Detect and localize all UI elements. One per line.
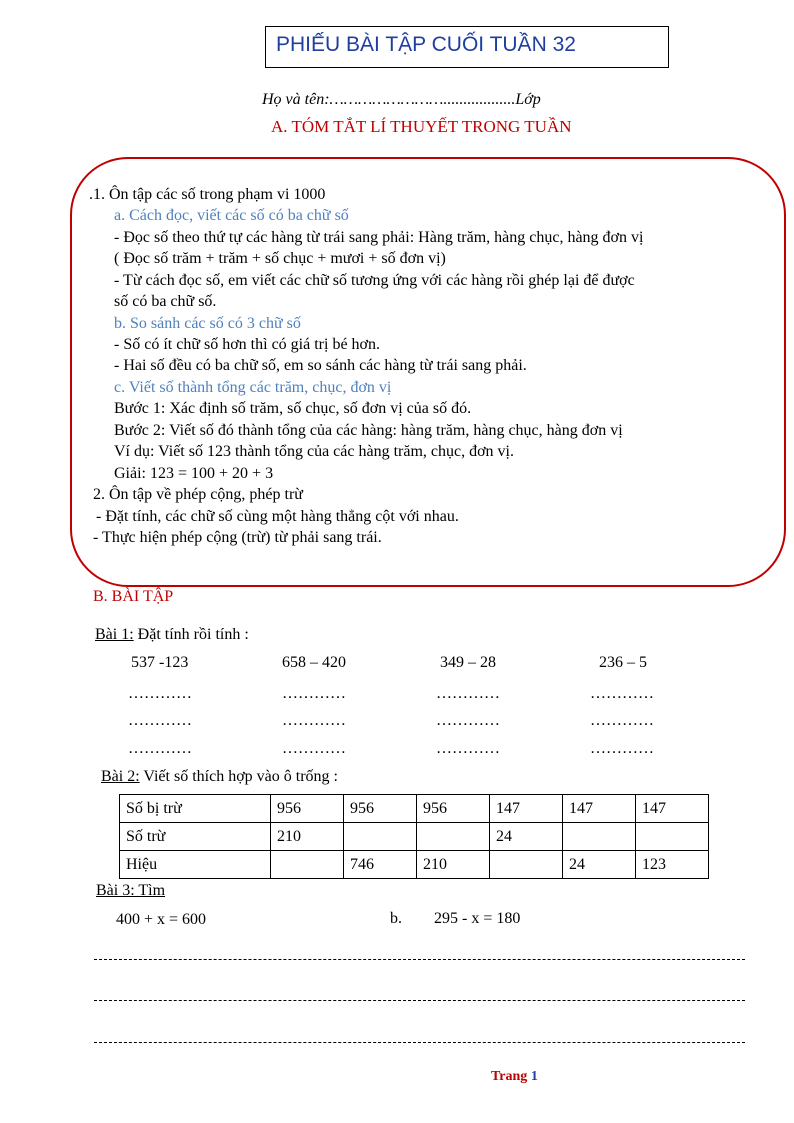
theory-line: Bước 1: Xác định số trăm, số chục, số đơn vị của số đó. [114,400,472,417]
answer-dots: ………… [590,740,654,757]
equation-b: 295 - x = 180 [434,910,521,927]
exercise-3-heading: Bài 3: Tìm [96,882,166,899]
exercise-1-instruction: Đặt tính rồi tính : [133,626,249,643]
worksheet-title: PHIẾU BÀI TẬP CUỐI TUẦN 32 [276,33,576,56]
table-cell: 956 [271,795,344,823]
table-cell: 746 [344,851,417,879]
table-cell-blank[interactable] [636,823,709,851]
theory-line: - Từ cách đọc số, em viết các chữ số tương ứng với các hàng rồi ghép lại để được [114,272,635,289]
answer-dots: ………… [436,685,500,702]
theory-line: - Hai số đều có ba chữ số, em so sánh các hàng từ trái sang phải. [114,357,527,374]
theory-line: ( Đọc số trăm + trăm + số chục + mươi + số đơn vị) [114,250,446,267]
table-cell: 147 [636,795,709,823]
answer-dots: ………… [436,740,500,757]
table-cell: 210 [271,823,344,851]
answer-dots: ………… [282,740,346,757]
table-cell: Số trừ [120,823,271,851]
exercise-2-heading [101,768,338,786]
answer-dots: ………… [436,712,500,729]
table-cell: 210 [417,851,490,879]
theory-line: - Đọc số theo thứ tự các hàng từ trái sang phải: Hàng trăm, hàng chục, hàng đơn vị [114,229,644,246]
problem-3: 349 – 28 [440,654,496,671]
title-box [265,26,669,68]
answer-dots: ………… [590,685,654,702]
table-row [120,823,709,851]
subtraction-table [119,794,709,879]
section-a-heading: A. TÓM TẮT LÍ THUYẾT TRONG TUẦN [271,117,572,136]
table-cell-blank[interactable] [563,823,636,851]
theory-subheading: b. So sánh các số có 3 chữ số [114,315,301,332]
equation-b-label: b. [390,910,402,927]
table-cell: 123 [636,851,709,879]
table-cell: 24 [563,851,636,879]
answer-line [94,1042,745,1043]
theory-line: số có ba chữ số. [114,293,217,310]
answer-dots: ………… [282,685,346,702]
answer-dots: ………… [590,712,654,729]
page-word: Trang [491,1069,528,1084]
problem-1: 537 -123 [131,654,189,671]
theory-line: Ví dụ: Viết số 123 thành tổng của các hàng trăm, chục, đơn vị. [114,443,514,460]
answer-dots: ………… [128,685,192,702]
answer-line [94,1000,745,1001]
table-row [120,795,709,823]
table-cell: 24 [490,823,563,851]
theory-line: - Thực hiện phép cộng (trừ) từ phải sang trái. [93,529,382,546]
answer-dots: ………… [128,712,192,729]
name-class-line: Họ và tên:……………………..................Lớp [262,91,541,108]
theory-line: 2. Ôn tập về phép cộng, phép trừ [93,486,303,503]
section-b-heading: B. BÀI TẬP [93,588,174,605]
equation-a: 400 + x = 600 [116,911,207,928]
theory-line: Giải: 123 = 100 + 20 + 3 [114,465,274,482]
page-number: 1 [530,1069,538,1084]
answer-line [94,959,745,960]
page-footer [491,1069,538,1085]
table-cell: 956 [417,795,490,823]
answer-dots: ………… [282,712,346,729]
theory-line: Bước 2: Viết số đó thành tổng của các hàng: hàng trăm, hàng chục, hàng đơn vị [114,422,623,439]
theory-line: .1. Ôn tập các số trong phạm vi 1000 [89,186,326,203]
table-row [120,851,709,879]
table-cell: Số bị trừ [120,795,271,823]
theory-line: - Số có ít chữ số hơn thì có giá trị bé hơn. [114,336,380,353]
table-cell: 147 [490,795,563,823]
table-cell: 956 [344,795,417,823]
table-cell: 147 [563,795,636,823]
exercise-2-label: Bài 2: [101,768,140,785]
table-cell-blank[interactable] [344,823,417,851]
problem-2: 658 – 420 [282,654,346,671]
exercise-2-instruction: Viết số thích hợp vào ô trống : [139,768,338,785]
theory-subheading: a. Cách đọc, viết các số có ba chữ số [114,207,349,224]
theory-line: - Đặt tính, các chữ số cùng một hàng thẳng cột với nhau. [96,508,459,525]
table-cell-blank[interactable] [490,851,563,879]
theory-subheading: c. Viết số thành tổng các trăm, chục, đơn vị [114,379,392,396]
table-cell-blank[interactable] [417,823,490,851]
table-cell-blank[interactable] [271,851,344,879]
answer-dots: ………… [128,740,192,757]
exercise-1-heading [95,626,249,644]
problem-4: 236 – 5 [599,654,647,671]
exercise-1-label: Bài 1: [95,626,134,643]
table-cell: Hiệu [120,851,271,879]
